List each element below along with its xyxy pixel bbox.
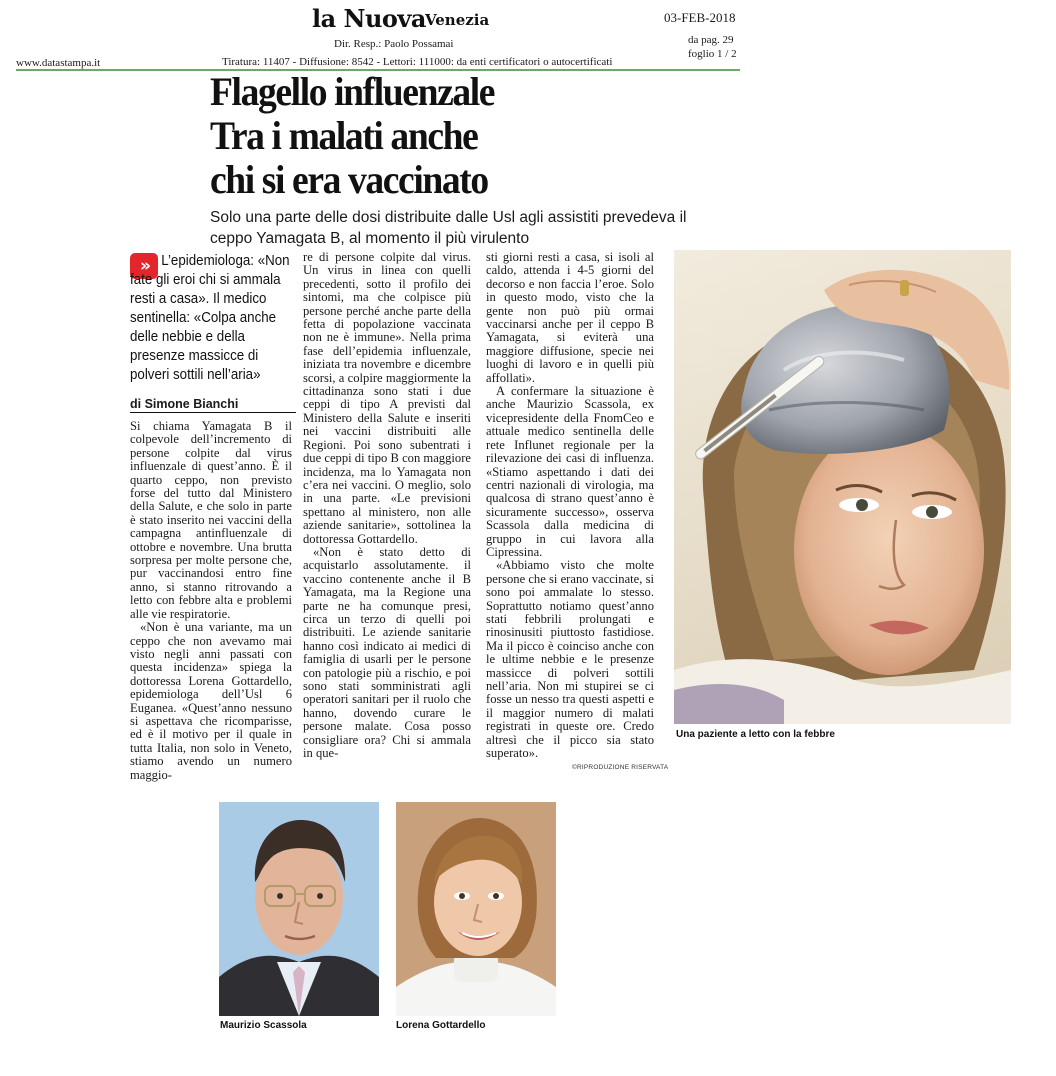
portrait-2-caption: Lorena Gottardello xyxy=(396,1020,486,1031)
portrait-photo-2 xyxy=(396,802,556,1016)
paragraph: «Abbiamo visto che molte persone che si erano vaccinate, si sono poi ammalate lo stesso. Soprattutto notiamo quest’anno stati febbrili prolungati e rinosinusiti piuttosto fastidiose. Ma il picco è coinciso anche con le ultime nebbie e le presenze massicce di polveri sottili nell’aria. Non mi stupirei se ci fosse un nesso tra questi aspetti e il maggior numero di malati registrati in queste ore. Credo altresì che il picco sia stato superato». xyxy=(486,558,654,761)
main-photo-caption: Una paziente a letto con la febbre xyxy=(676,729,835,740)
subheadline: Solo una parte delle dosi distribuite dalle Usl agli assistiti prevedeva il ceppo Yamagata B, al momento il più virulento xyxy=(210,209,687,247)
article-column-2 xyxy=(303,251,471,760)
paragraph: sti giorni resti a casa, si isoli al caldo, attenda i 4-5 giorni del decorso e non faccia l’eroe. Solo in questo modo, visto che la gente non può più ormai vaccinarsi anche per il ceppo B Yamagata, si eviterà una maggiore diffusione, specie nei luoghi di lavoro e in quelli più affollati». xyxy=(486,250,654,385)
portrait-1-caption: Maurizio Scassola xyxy=(220,1020,307,1031)
paragraph: re di persone colpite dal virus. Un virus in linea con quelli precedenti, sotto il profilo dei sintomi, ma che colpisce più persone perché anche parte della fetta di popolazione vaccinata non ne è immune». Nella prima fase dell’epidemia influenzale, iniziata tra novembre e dicembre scorsi, a colpire maggiormente la cittadinanza sono stati i due ceppi di tipo A previsti dal Ministero della Salute e inseriti nei vaccini distribuiti alle Regioni. Poi sono subentrati i due ceppi di tipo B con maggiore incidenza, ma lo Yamagata non c’era nei vaccini. O meglio, solo in una parte. «Le previsioni spettano al ministero, non alle aziende sanitarie», sottolinea la dottoressa Gottardello. xyxy=(303,250,471,546)
article-column-1 xyxy=(130,420,292,782)
headline-line: Flagello influenzale xyxy=(210,69,495,114)
editor-line: Dir. Resp.: Paolo Possamai xyxy=(334,38,454,50)
paragraph: «Non è stato detto di acquistarlo assolutamente. il vaccino contenente anche il B Yamagata, ma la Regione una parte ne ha comunque presi, circa un terzo di quelli poi distribuiti. Le aziende sanitarie hanno così indicato ai medici di famiglia di usarli per le persone con patologie più a rischio, e poi sono stati somministrati agli operatori sanitari per il ruolo che hanno, dovendo curare le persone malate. Cosa posso consigliare ora? Chi si ammala in que- xyxy=(303,544,471,761)
circulation-info: Tiratura: 11407 - Diffusione: 8542 - Lettori: 111000: da enti certificatori o autocertificati xyxy=(222,56,613,68)
double-chevron-icon: » xyxy=(130,253,158,279)
publication-date: 03-FEB-2018 xyxy=(664,10,736,25)
portrait-photo-1 xyxy=(219,802,379,1016)
source-website: www.datastampa.it xyxy=(16,57,101,69)
newspaper-logo: la Nuova xyxy=(312,4,426,33)
paragraph: «Non è una variante, ma un ceppo che non avevamo mai visto negli anni passati con questa incidenza» spiega la dottoressa Lorena Gottardello, epidemiologa dell’Usl 6 Euganea. «Quest’anno nessuno si aspettava che ricomparisse, ed è il motivo per il quale in tutta Italia, non solo in Veneto, stiamo avendo un numero maggio- xyxy=(130,620,292,782)
woman-portrait xyxy=(396,802,556,1016)
paragraph: A confermare la situazione è anche Maurizio Scassola, ex vicepresidente della FnomCeo e attuale medico sentinella delle rete Influnet regionale per la rilevazione dei casi di influenza. «Stiamo aspettando i dati dei centri nazionali di virologia, ma qualcosa di strano quest’anno è sicuramente successo», osserva Scassola dalla medicina di gruppo in cui lavora alla Cipressina. xyxy=(486,384,654,559)
kicker-box xyxy=(130,252,296,385)
byline: di Simone Bianchi xyxy=(130,397,296,413)
masthead xyxy=(0,2,760,68)
man-portrait xyxy=(219,802,379,1016)
paragraph: Si chiama Yamagata B il colpevole dell’incremento di persone colpite dal virus influenzale di quest’anno. È il quarto ceppo, non previsto forse del tutto dal Ministero della Salute, e che solo in parte è stato inserito nei vaccini della campagna antinfluenzale di ottobre e novembre. Una brutta sorpresa per molte persone che, pur vaccinandosi entro fine anno, si stanno ritrovando a letto con febbre alta e problemi alle vie respiratorie. xyxy=(130,419,292,621)
kicker-text: L’epidemiologa: «Non fate gli eroi chi si ammala resti a casa». Il medico sentinella: «Colpa anche delle nebbie e della presenze massicce di polveri sottili nell’aria» xyxy=(130,253,290,383)
newspaper-edition: Venezia xyxy=(425,11,490,29)
headline xyxy=(210,70,699,202)
article-column-3 xyxy=(486,251,654,760)
copyright-notice: ©RIPRODUZIONE RISERVATA xyxy=(572,764,669,771)
headline-line: chi si era vaccinato xyxy=(210,157,488,202)
sheet-number: foglio 1 / 2 xyxy=(688,48,737,60)
page-reference: da pag. 29 xyxy=(688,34,734,46)
sick-woman-illustration xyxy=(674,250,1011,724)
headline-line: Tra i malati anche xyxy=(210,113,478,158)
main-photo xyxy=(674,250,1011,724)
